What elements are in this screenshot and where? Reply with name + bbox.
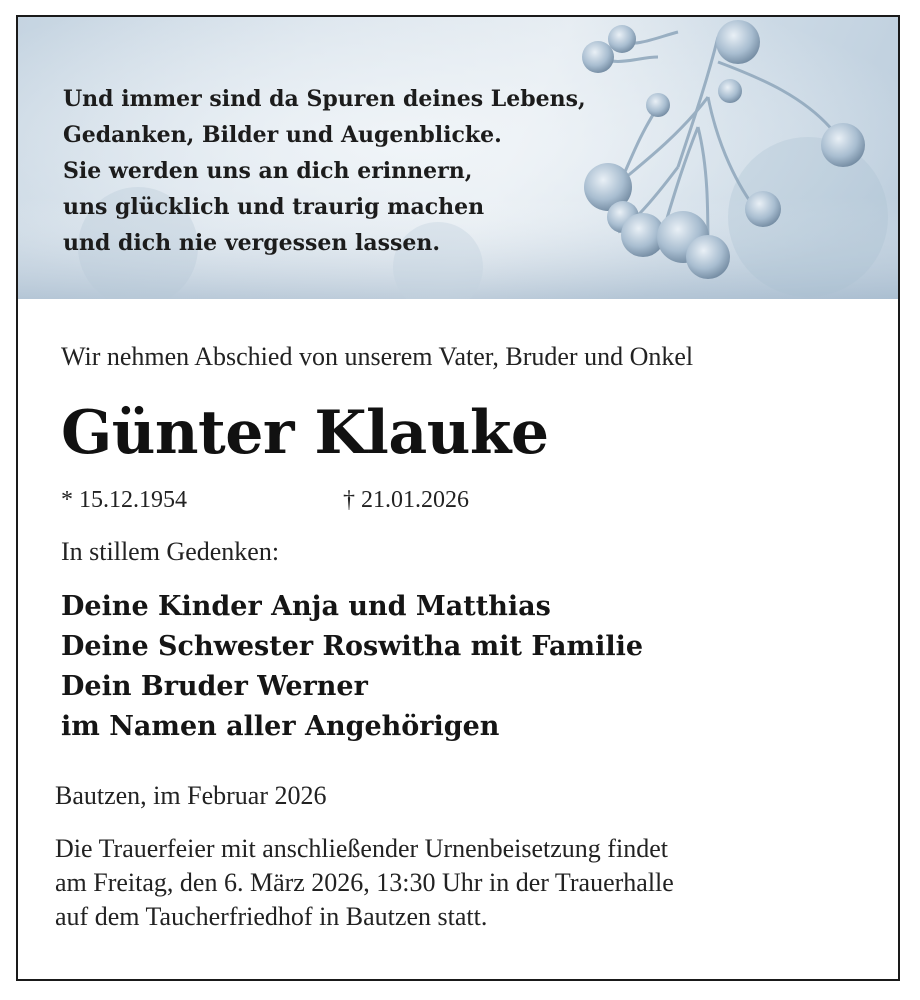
quote-line: und dich nie vergessen lassen. — [63, 230, 441, 256]
funeral-line: Die Trauerfeier mit anschließender Urnenbeisetzung findet — [55, 834, 668, 863]
mourner-line: Deine Kinder Anja und Matthias — [61, 591, 551, 622]
mourner-line: Dein Bruder Werner — [61, 671, 368, 702]
obituary-notice — [16, 15, 900, 981]
banner-image — [18, 17, 898, 299]
death-date: † 21.01.2026 — [343, 487, 469, 513]
funeral-info — [55, 832, 674, 934]
funeral-line: auf dem Taucherfriedhof in Bautzen statt. — [55, 902, 488, 931]
quote-line: uns glücklich und traurig machen — [63, 194, 485, 220]
mourner-line: im Namen aller Angehörigen — [61, 711, 500, 742]
birth-date: * 15.12.1954 — [61, 487, 187, 513]
banner-quote — [63, 81, 703, 261]
quote-line: Und immer sind da Spuren deines Lebens, — [63, 86, 586, 112]
place-date: Bautzen, im Februar 2026 — [55, 781, 327, 810]
funeral-line: am Freitag, den 6. März 2026, 13:30 Uhr in der Trauerhalle — [55, 868, 674, 897]
deceased-name: Günter Klauke — [61, 398, 549, 468]
intro-text: Wir nehmen Abschied von unserem Vater, Bruder und Onkel — [61, 342, 694, 371]
quote-line: Sie werden uns an dich erinnern, — [63, 158, 473, 184]
mourner-line: Deine Schwester Roswitha mit Familie — [61, 631, 644, 662]
mourners-list — [61, 587, 643, 747]
memory-label: In stillem Gedenken: — [61, 537, 280, 566]
quote-line: Gedanken, Bilder und Augenblicke. — [63, 122, 502, 148]
